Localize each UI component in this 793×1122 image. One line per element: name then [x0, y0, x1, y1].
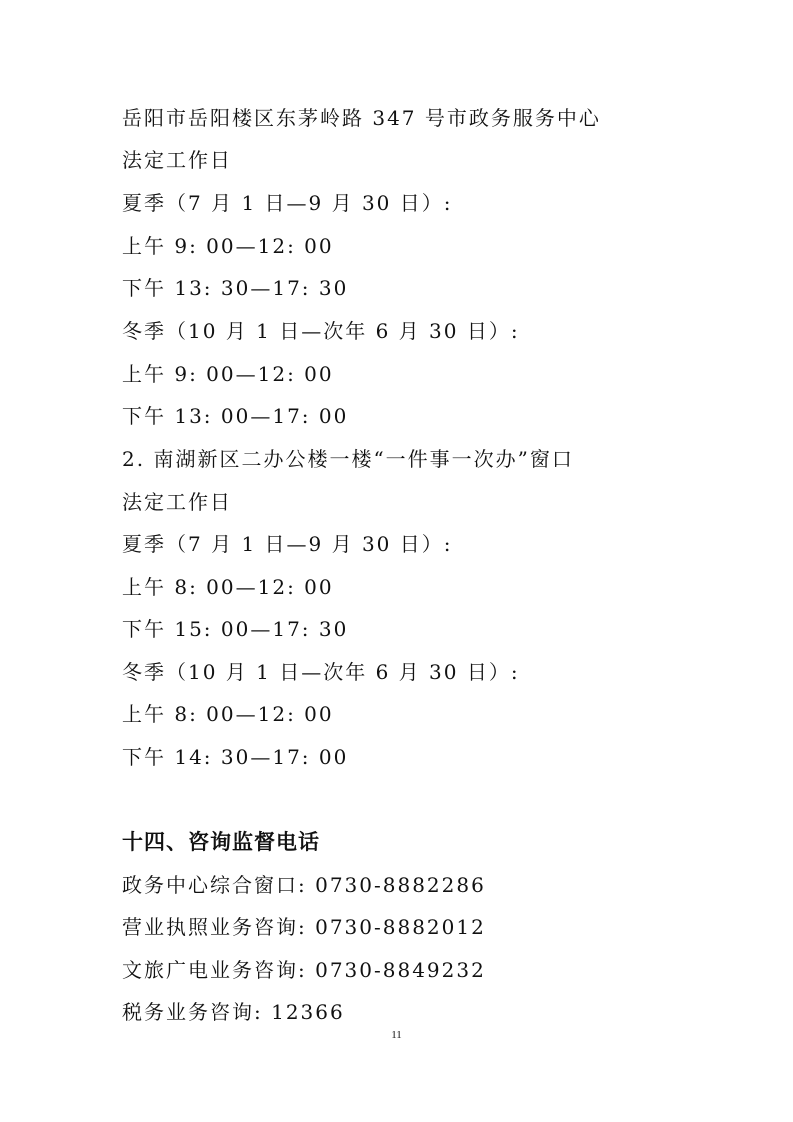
consult-heading: 十四、咨询监督电话: [122, 830, 320, 854]
section1-summer-pm: 下午 13: 30—17: 30: [122, 276, 349, 300]
section2-winter-label: 冬季（10 月 1 日—次年 6 月 30 日）:: [122, 660, 520, 684]
section2-workday-label: 法定工作日: [122, 490, 232, 514]
section1-summer-label: 夏季（7 月 1 日—9 月 30 日）:: [122, 191, 453, 215]
consult-center-window: 政务中心综合窗口: 0730-8882286: [122, 873, 486, 897]
consult-business-license: 营业执照业务咨询: 0730-8882012: [122, 915, 486, 939]
section2-title: 2. 南湖新区二办公楼一楼“一件事一次办”窗口: [122, 447, 574, 471]
section1-address: 岳阳市岳阳楼区东茅岭路 347 号市政务服务中心: [122, 106, 601, 130]
section2-winter-pm: 下午 14: 30—17: 00: [122, 745, 349, 769]
section1-winter-label: 冬季（10 月 1 日—次年 6 月 30 日）:: [122, 319, 520, 343]
consult-tax: 税务业务咨询: 12366: [122, 1000, 345, 1024]
section1-workday-label: 法定工作日: [122, 148, 232, 172]
section1-winter-pm: 下午 13: 00—17: 00: [122, 404, 349, 428]
section1-summer-am: 上午 9: 00—12: 00: [122, 234, 334, 258]
section1-winter-am: 上午 9: 00—12: 00: [122, 362, 334, 386]
page-number: 11: [391, 1029, 402, 1041]
consult-culture-tourism: 文旅广电业务咨询: 0730-8849232: [122, 958, 486, 982]
section2-summer-am: 上午 8: 00—12: 00: [122, 575, 334, 599]
section2-winter-am: 上午 8: 00—12: 00: [122, 702, 334, 726]
section2-summer-label: 夏季（7 月 1 日—9 月 30 日）:: [122, 532, 453, 556]
section2-summer-pm: 下午 15: 00—17: 30: [122, 617, 349, 641]
